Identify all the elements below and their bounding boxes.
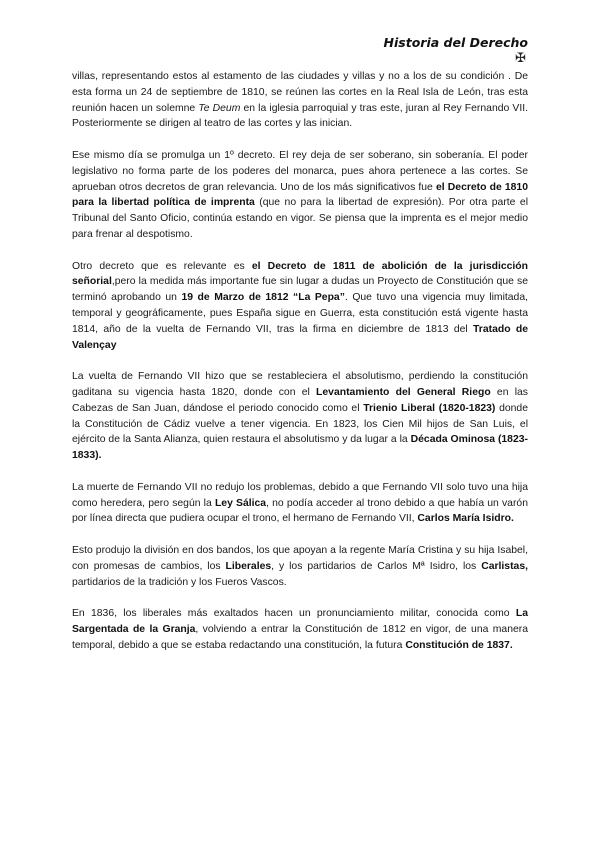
bold-text: Levantamiento del General Riego	[316, 386, 491, 398]
paragraph	[72, 259, 528, 354]
bold-text: Trienio Liberal (1820-1823)	[363, 402, 496, 414]
text-run: donde la Constitución de Cádiz vuelve a tener vigencia. En 1823, los Cien Mil hijos de San Luis, el ejército de la Santa Alianza, quien restaura el absolutismo y da lugar a la	[72, 402, 528, 446]
body-text	[72, 69, 528, 669]
text-run: en la iglesia parroquial y tras este, juran al Rey Fernando VII. Posteriormente se dirigen al teatro de las cortes y las inician.	[72, 102, 528, 130]
bold-text: Liberales	[225, 560, 272, 572]
paragraph	[72, 480, 528, 527]
bold-text: Carlos María Isidro.	[417, 513, 514, 525]
text-run: En 1836, los liberales más exaltados hacen un pronunciamiento militar, conocida como	[72, 608, 516, 620]
paragraph	[72, 148, 528, 243]
text-run: Ese mismo día se promulga un 1º decreto. El rey deja de ser soberano, sin soberanía. El poder legislativo no forma parte de los poderes del monarca, pues ahora pertenece a las cortes. Se aprueban otros decretos de gran relevancia. Uno de los más significativos fue	[72, 149, 528, 193]
paragraph	[72, 69, 528, 132]
text-run: , no podía acceder al trono debido a que había un varón por línea directa que pudiera ocupar el trono, el hermano de Fernando VII,	[72, 497, 528, 525]
bold-text: Carlistas,	[481, 560, 528, 572]
bold-text: Tratado de Valençay	[72, 323, 529, 351]
paragraph	[72, 606, 528, 653]
text-run: (que no para la libertad de expresión). Por otra parte el Tribunal del Santo Oficio, continúa estando en vigor. Se piensa que la imprenta es el mejor medio para frenar al despotismo.	[72, 197, 528, 240]
bold-text: Ley Sálica	[214, 497, 267, 509]
bold-text: el Decreto de 1811 de abolición de la jurisdicción señorial	[72, 260, 528, 288]
text-run: Esto produjo la división en dos bandos, los que apoyan a la regente María Cristina y su hija Isabel, con promesas de cambios, los	[72, 544, 528, 572]
maltese-cross-icon: ✠	[515, 51, 526, 66]
text-run: partidarios de la tradición y los Fueros Vascos.	[72, 576, 287, 588]
bold-text: Constitución de 1837.	[405, 639, 513, 651]
paragraph	[72, 369, 528, 464]
text-run: ,pero la medida más importante fue sin lugar a dudas un Proyecto de Constitución que se terminó aprobando un	[72, 276, 528, 304]
italic-text: Te Deum	[198, 102, 241, 114]
text-run: . Que tuvo una vigencia muy limitada, temporal y geográficamente, pues España sigue en Guerra, esta constitución está vigente hasta 1814, año de la vuelta de Fernando VII, tras la firma en diciembre de 1813 del	[72, 292, 528, 335]
text-run: en las Cabezas de San Juan, dándose el periodo conocido como el	[72, 386, 528, 414]
text-run: La muerte de Fernando VII no redujo los problemas, debido a que Fernando VII solo tuvo una hija como heredera, pero según la	[72, 481, 528, 509]
text-run: Otro decreto que es relevante es	[72, 260, 252, 272]
bold-text: 19 de Marzo de 1812 “La Pepa”	[181, 292, 345, 304]
bold-text: La Sargentada de la Granja	[72, 608, 528, 635]
running-header-title: Historia del Derecho	[383, 35, 528, 50]
bold-text: el Decreto de 1810 para la libertad política de imprenta	[72, 181, 528, 209]
text-run: La vuelta de Fernando VII hizo que se restableciera el absolutismo, perdiendo la constitución gaditana su vigencia hasta 1820, donde con el	[72, 371, 528, 398]
paragraph	[72, 543, 528, 590]
text-run: villas, representando estos al estamento de las ciudades y villas y no a los de su condición . De esta forma un 24 de septiembre de 1810, se reúnen las cortes en la Real Isla de León, tras esta reunión hacen un solemne	[72, 71, 528, 114]
text-run: , volviendo a entrar la Constitución de 1812 en vigor, de una manera temporal, debido a que se estaba redactando una constitución, la futura	[72, 623, 528, 651]
bold-text: Década Ominosa (1823-1833).	[72, 434, 528, 462]
text-run: , y los partidarios de Carlos Mª Isidro, los	[271, 560, 482, 572]
